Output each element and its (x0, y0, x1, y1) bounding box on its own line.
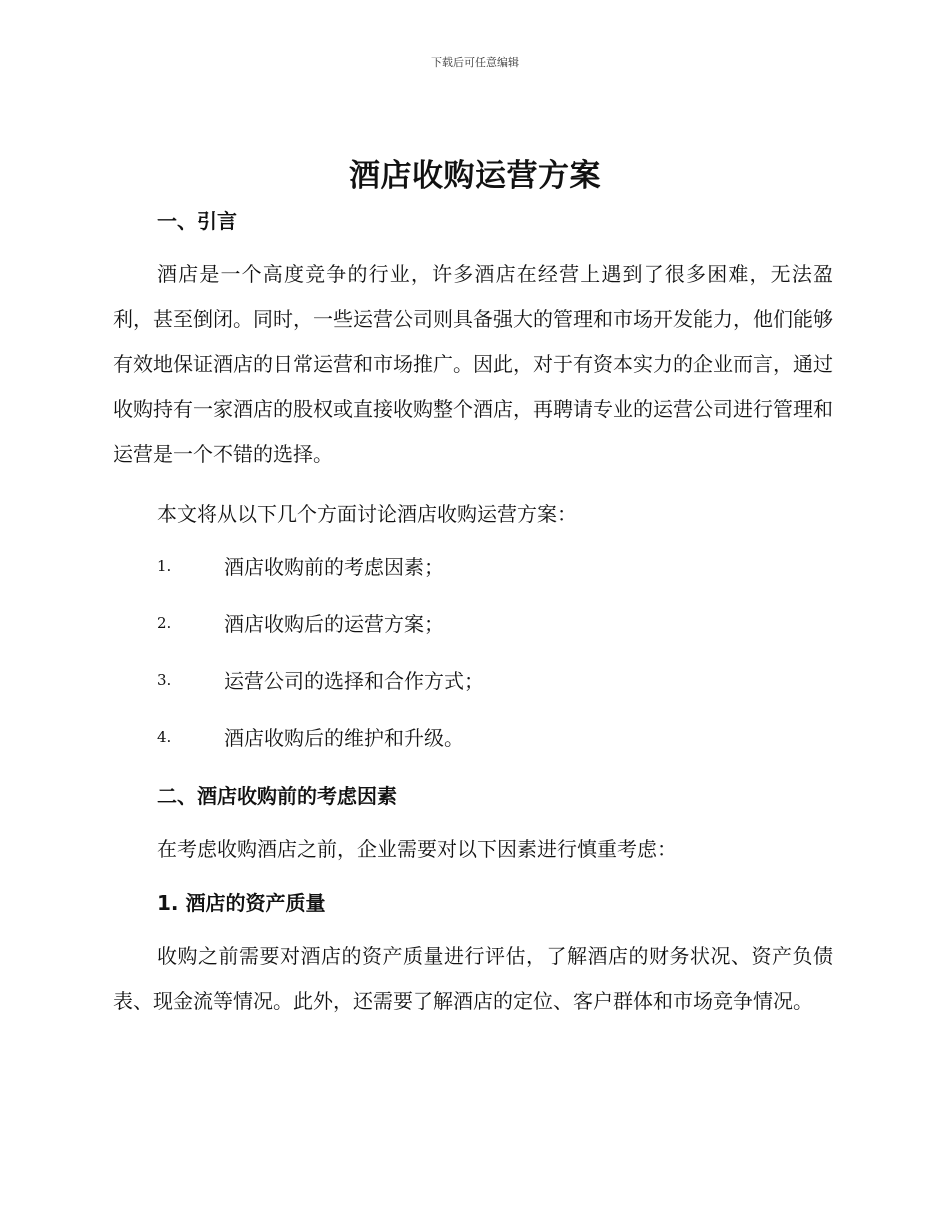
list-item (113, 708, 833, 765)
document-body (113, 203, 833, 1024)
topic-list (113, 537, 833, 765)
subsection-heading-asset-quality: 1. 酒店的资产质量 (157, 891, 326, 915)
list-item-number: 3. (157, 670, 172, 689)
asset-quality-paragraph: 收购之前需要对酒店的资产质量进行评估，了解酒店的财务状况、资产负债表、现金流等情况。此外，还需要了解酒店的定位、客户群体和市场竞争情况。 (113, 944, 833, 1013)
intro-paragraph: 酒店是一个高度竞争的行业，许多酒店在经营上遇到了很多困难，无法盈利，甚至倒闭。同时，一些运营公司则具备强大的管理和市场开发能力，他们能够有效地保证酒店的日常运营和市场推广。因此，对于有资本实力的企业而言，通过收购持有一家酒店的股权或直接收购整个酒店，再聘请专业的运营公司进行管理和运营是一个不错的选择。 (113, 262, 833, 466)
document-title: 酒店收购运营方案 (349, 158, 601, 194)
list-item (113, 594, 833, 651)
list-item-text: 酒店收购后的运营方案； (224, 612, 444, 636)
section-heading-intro: 一、引言 (157, 209, 237, 233)
list-item-number: 4. (157, 727, 172, 746)
list-item-number: 2. (157, 613, 172, 632)
section-heading-pre-acquisition: 二、酒店收购前的考虑因素 (157, 784, 397, 808)
list-item-number: 1. (157, 556, 172, 575)
list-item (113, 537, 833, 594)
header-note: 下载后可任意编辑 (431, 56, 519, 69)
list-item (113, 651, 833, 708)
intro-outline-paragraph: 本文将从以下几个方面讨论酒店收购运营方案： (157, 502, 577, 526)
pre-acquisition-paragraph: 在考虑收购酒店之前，企业需要对以下因素进行慎重考虑： (157, 837, 677, 861)
list-item-text: 酒店收购前的考虑因素； (224, 555, 444, 579)
list-item-text: 酒店收购后的维护和升级。 (224, 726, 464, 750)
list-item-text: 运营公司的选择和合作方式； (224, 669, 484, 693)
